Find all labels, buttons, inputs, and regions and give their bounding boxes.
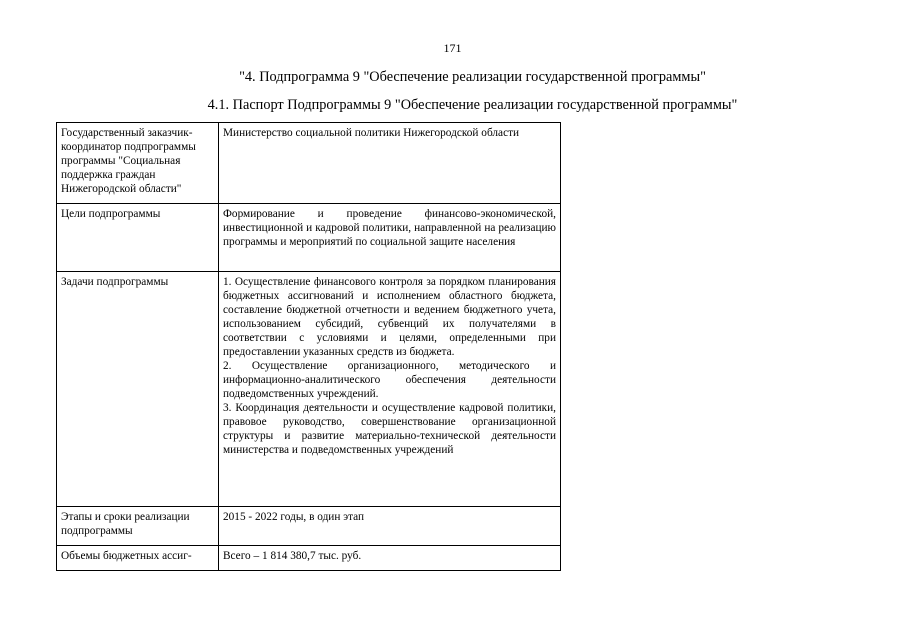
page-number: 171	[443, 41, 462, 55]
row-value-paragraph: 2. Осуществление организационного, методического и информационно-аналитического обеспечения деятельности подведомственных учреждений.	[223, 360, 556, 400]
table-row-customer	[57, 123, 561, 204]
row-label: Объемы бюджетных ассиг-	[57, 546, 219, 571]
row-value-paragraph: Формирование и проведение финансово-экономической, инвестиционной и кадровой политики, направленной на реализацию программы и мероприятий по социальной защите населения	[223, 208, 556, 248]
row-value	[219, 546, 561, 571]
table-row-goals	[57, 204, 561, 272]
row-label: Цели подпрограммы	[57, 204, 219, 272]
row-value	[219, 507, 561, 546]
row-label: Государственный заказчик-координатор подпрограммы программы "Социальная поддержка граждан Нижегородской области"	[57, 123, 219, 204]
subprogram-heading: "4. Подпрограмма 9 "Обеспечение реализации государственной программы"	[239, 69, 706, 85]
table-row-stages	[57, 507, 561, 546]
row-value	[219, 123, 561, 204]
passport-table	[56, 122, 561, 571]
row-value	[219, 204, 561, 272]
row-value-paragraph: 3. Координация деятельности и осуществление кадровой политики, правовое руководство, совершенствование организационной структуры и развитие материально-технической деятельности министерства и подведомственных учреждений	[223, 402, 556, 456]
passport-subheading: 4.1. Паспорт Подпрограммы 9 "Обеспечение реализации государственной программы"	[207, 97, 738, 113]
row-value-paragraph: Министерство социальной политики Нижегородской области	[223, 127, 520, 139]
row-value	[219, 272, 561, 507]
row-label: Этапы и сроки реализации подпрограммы	[57, 507, 219, 546]
table-row-tasks	[57, 272, 561, 507]
row-value-paragraph: 1. Осуществление финансового контроля за порядком планирования бюджетных ассигнований и исполнением областного бюджета, составление бюджетной отчетности и ведением бюджетного учета, использованием субсидий, субвенций их получателями в соответствии с условиями и целями, определенными при предоставлении указанных средств из бюджета.	[223, 276, 556, 358]
row-label: Задачи подпрограммы	[57, 272, 219, 507]
row-value-paragraph: 2015 - 2022 годы, в один этап	[223, 511, 365, 523]
row-value-paragraph: Всего – 1 814 380,7 тыс. руб.	[223, 550, 362, 562]
table-row-budget	[57, 546, 561, 571]
